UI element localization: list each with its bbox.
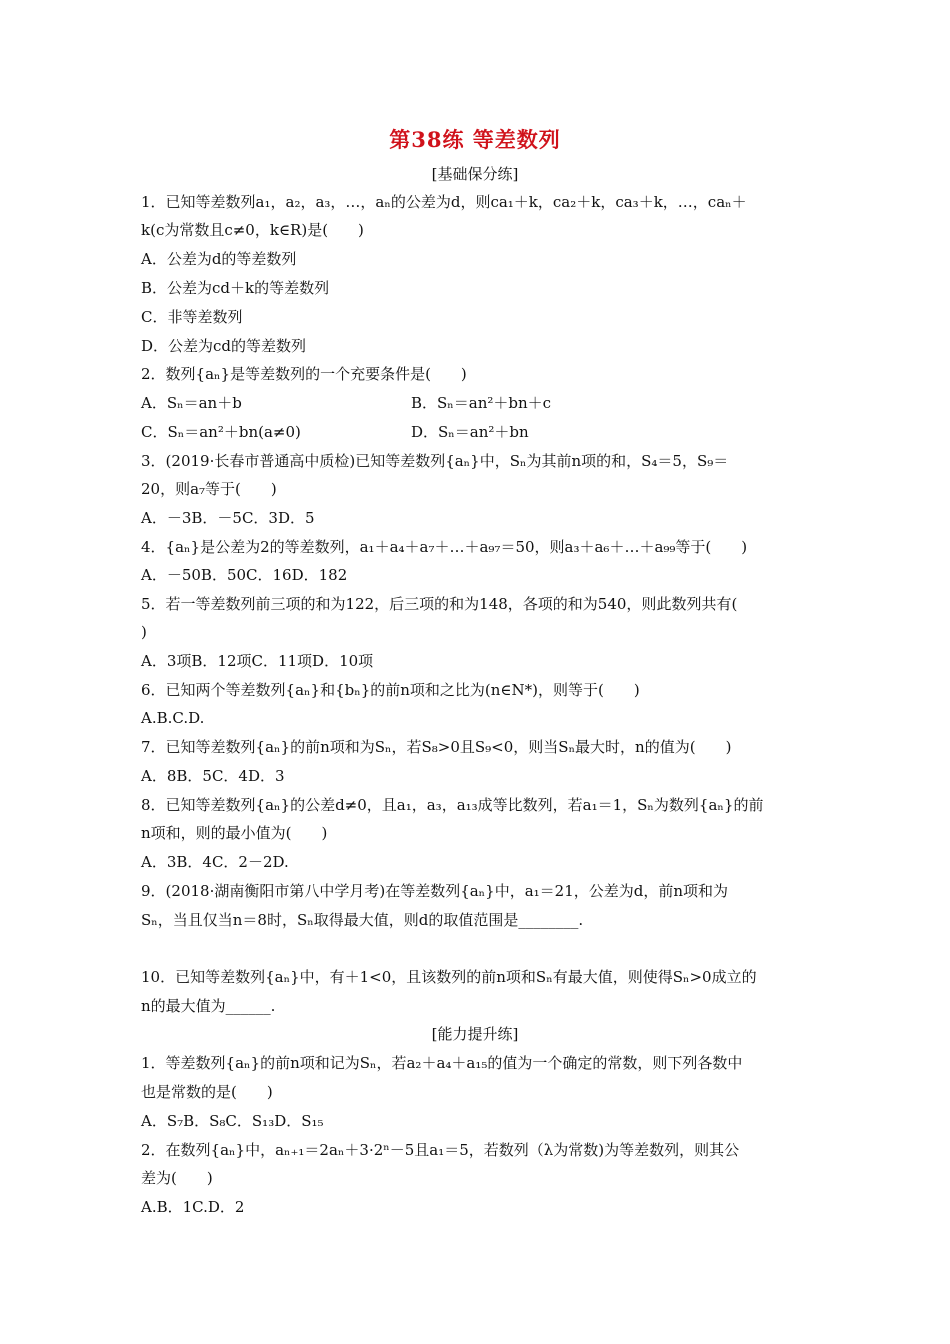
adv-q1-options: A．S₇B．S₈C．S₁₃D．S₁₅ <box>141 1112 324 1130</box>
q8-stem-line2: n项和，则的最小值为( ) <box>141 824 328 842</box>
adv-q2-stem-line2: 差为( ) <box>141 1169 213 1187</box>
q6-stem: 6．已知两个等差数列{aₙ}和{bₙ}的前n项和之比为(n∈N*)，则等于( ) <box>141 681 640 699</box>
q2-option-c: C．Sₙ＝an²＋bn(a≠0) <box>141 423 301 441</box>
q2-option-b: B．Sₙ＝an²＋bn＋c <box>411 394 552 412</box>
adv-q1-stem-line2: 也是常数的是( ) <box>141 1083 273 1101</box>
q10-stem-line2: n的最大值为______. <box>141 997 276 1015</box>
q1-stem-line2: k(c为常数且c≠0，k∈R)是( ) <box>141 221 364 239</box>
q2-option-a: A．Sₙ＝an＋b <box>141 394 242 412</box>
q5-stem-line2: ) <box>141 623 147 641</box>
section-basic-heading: [基础保分练] <box>431 165 519 183</box>
q6-options: A.B.C.D. <box>141 709 205 727</box>
q3-stem-line1: 3．(2019·长春市普通高中质检)已知等差数列{aₙ}中，Sₙ为其前n项的和，S₄＝5，S₉＝ <box>141 452 729 470</box>
q5-options: A．3项B．12项C．11项D．10项 <box>141 652 374 670</box>
q7-stem: 7．已知等差数列{aₙ}的前n项和为Sₙ，若S₈>0且S₉<0，则当Sₙ最大时，n的值为( ) <box>141 738 732 756</box>
q1-option-d: D．公差为cd的等差数列 <box>141 337 307 355</box>
q7-options: A．8B．5C．4D．3 <box>141 767 285 785</box>
adv-q2-options: A.B．1C.D．2 <box>141 1198 245 1216</box>
q2-stem: 2．数列{aₙ}是等差数列的一个充要条件是( ) <box>141 365 467 383</box>
q8-stem-line1: 8．已知等差数列{aₙ}的公差d≠0，且a₁，a₃，a₁₃成等比数列，若a₁＝1，Sₙ为数列{aₙ}的前 <box>141 796 764 814</box>
q4-options: A．－50B．50C．16D．182 <box>141 566 348 584</box>
q1-option-b: B．公差为cd＋k的等差数列 <box>141 279 330 297</box>
q3-options: A．－3B．－5C．3D．5 <box>141 509 315 527</box>
q1-stem-line1: 1．已知等差数列a₁，a₂，a₃，…，aₙ的公差为d，则ca₁＋k，ca₂＋k，ca₃＋k，…，caₙ＋ <box>141 193 747 211</box>
q9-stem-line2: Sₙ，当且仅当n＝8时，Sₙ取得最大值，则d的取值范围是________. <box>141 911 584 929</box>
q1-option-a: A．公差为d的等差数列 <box>141 250 297 268</box>
adv-q2-stem-line1: 2．在数列{aₙ}中，aₙ₊₁＝2aₙ＋3·2ⁿ－5且a₁＝5，若数列（λ为常数)为等差数列，则其公 <box>141 1141 740 1159</box>
q4-stem: 4．{aₙ}是公差为2的等差数列，a₁＋a₄＋a₇＋…＋a₉₇＝50，则a₃＋a₆＋…＋a₉₉等于( ) <box>141 538 748 556</box>
adv-q1-stem-line1: 1．等差数列{aₙ}的前n项和记为Sₙ，若a₂＋a₄＋a₁₅的值为一个确定的常数，则下列各数中 <box>141 1054 743 1072</box>
section-advanced-heading: [能力提升练] <box>431 1025 519 1043</box>
q8-options: A．3B．4C．2－2D. <box>141 853 289 871</box>
q1-option-c: C．非等差数列 <box>141 308 243 326</box>
q2-option-d: D．Sₙ＝an²＋bn <box>411 423 529 441</box>
page-title: 第38练 等差数列 <box>389 127 561 152</box>
q3-stem-line2: 20，则a₇等于( ) <box>141 480 277 498</box>
q9-stem-line1: 9．(2018·湖南衡阳市第八中学月考)在等差数列{aₙ}中，a₁＝21，公差为d，前n项和为 <box>141 882 729 900</box>
q5-stem-line1: 5．若一等差数列前三项的和为122，后三项的和为148，各项的和为540，则此数列共有( <box>141 595 738 613</box>
q10-stem-line1: 10．已知等差数列{aₙ}中，有＋1<0，且该数列的前n项和Sₙ有最大值，则使得Sₙ>0成立的 <box>141 968 757 986</box>
